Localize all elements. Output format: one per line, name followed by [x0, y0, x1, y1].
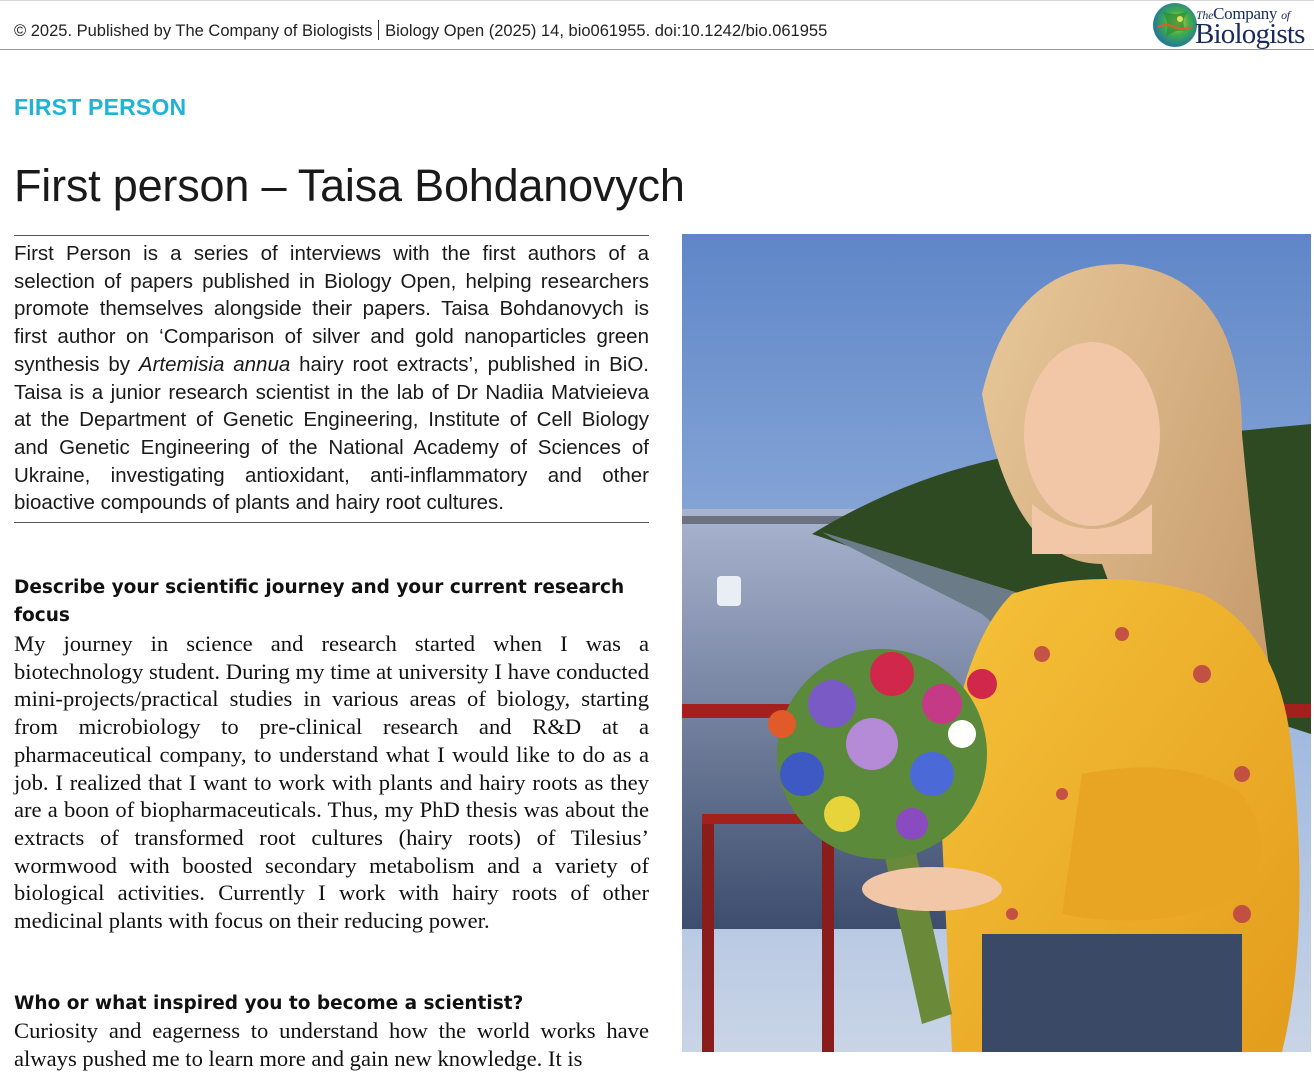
copyright-text: © 2025. Published by The Company of Biologists — [14, 22, 373, 40]
intro-part-1: First Person is a series of interviews with the first authors of a selection of papers published in Biology Open, helping researchers promote themselves alongside their papers. Taisa Bohdanovych is first author on ‘Comparison of silver and gold nanoparticles green synthesis by — [14, 242, 649, 376]
author-portrait-photo — [682, 234, 1311, 1052]
answer-2: Curiosity and eagerness to understand how the world works have always pushed me to learn more and gain new knowledge. It is — [14, 1018, 649, 1071]
question-1: Describe your scientific journey and your current research focus — [14, 577, 625, 626]
logo-line-2: Biologists — [1195, 18, 1305, 50]
article-title: First person – Taisa Bohdanovych — [14, 160, 685, 211]
citation-text: Biology Open (2025) 14, bio061955. doi:10.1242/bio.061955 — [385, 22, 828, 40]
header-citation — [14, 20, 827, 41]
question-2: Who or what inspired you to become a scientist? — [14, 993, 524, 1014]
company-of-biologists-logo[interactable] — [1152, 1, 1314, 51]
answer-1: My journey in science and research started when I was a biotechnology student. During my time at university I have conducted mini-projects/practical studies in various areas of biology, starting from microbiology to pre-clinical research and R&D at a pharmaceutical company, to understand what I would like to do as a job. I realized that I want to work with plants and hairy roots as they are a boon of biopharmaceuticals. Thus, my PhD thesis was about the extracts of transformed root cultures (hairy roots) of Tilesius’ wormwood with boosted secondary metabolism and a variety of biological activities. Currently I work with hairy roots of other medicinal plants with focus on their reducing power. — [14, 631, 649, 934]
intro-box — [14, 235, 649, 523]
page-header — [0, 0, 1314, 50]
logo-line-1: TheCompany of — [1196, 4, 1290, 23]
portrait-illustration — [682, 234, 1311, 1052]
intro-part-2: hairy root extracts’, published in BiO. Taisa is a junior research scientist in the lab of Dr Nadiia Matvieieva at the Department of Genetic Engineering, Institute of Cell Biology and Genetic Engineering of the National Academy of Sciences of Ukraine, investigating antioxidant, anti-inflammatory and other bioactive compounds of plants and hairy root cultures. — [14, 352, 649, 515]
logo-globe-icon — [1152, 1, 1196, 51]
header-separator — [378, 20, 380, 40]
section-label: FIRST PERSON — [14, 94, 187, 120]
species-name: Artemisia annua — [138, 352, 291, 376]
